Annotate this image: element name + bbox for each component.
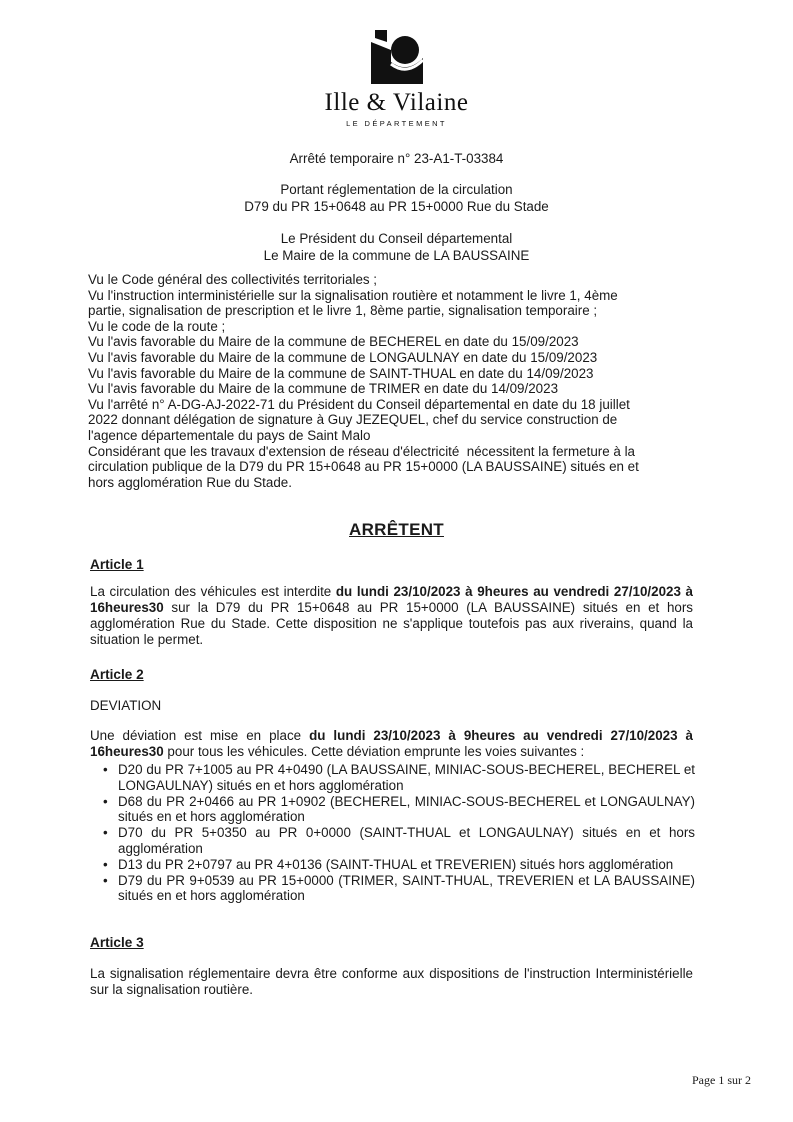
route-text: D70 du PR 5+0350 au PR 0+0000 (SAINT-THUAL et LONGAULNAY) situés en et hors agglomération bbox=[118, 825, 695, 856]
article-1-text bbox=[90, 584, 693, 648]
list-item bbox=[100, 873, 695, 905]
list-item bbox=[100, 857, 695, 873]
visa-line: Vu l'avis favorable du Maire de la commune de LONGAULNAY en date du 15/09/2023 bbox=[88, 349, 598, 365]
article-2-title: Article 2 bbox=[90, 667, 144, 682]
bullet: • bbox=[103, 762, 108, 777]
department-logo bbox=[0, 28, 793, 128]
deviation-route-list bbox=[100, 762, 695, 904]
bullet: • bbox=[103, 856, 108, 872]
visa-line: l'agence départementale du pays de Saint Malo bbox=[88, 427, 371, 443]
bullet: • bbox=[103, 872, 108, 888]
visa-line: Considérant que les travaux d'extension de réseau d'électricité nécessitent la fermeture à la bbox=[88, 443, 635, 459]
visa-line: Vu l'arrêté n° A-DG-AJ-2022-71 du Président du Conseil départemental en date du 18 juillet bbox=[88, 396, 630, 412]
article-2-text bbox=[90, 728, 693, 760]
article-2-text-a: Une déviation est mise en place bbox=[90, 728, 310, 743]
authority-mayor: Le Maire de la commune de LA BAUSSAINE bbox=[263, 248, 530, 263]
article-1-text-a: La circulation des véhicules est interdite bbox=[90, 584, 336, 599]
bullet: • bbox=[103, 793, 108, 809]
department-subtitle: LE DÉPARTEMENT bbox=[346, 119, 447, 128]
visas-block bbox=[88, 272, 698, 490]
visa-line: Vu l'avis favorable du Maire de la commune de BECHEREL en date du 15/09/2023 bbox=[88, 334, 579, 350]
visa-line: circulation publique de la D79 du PR 15+0648 au PR 15+0000 (LA BAUSSAINE) situés en et bbox=[88, 459, 639, 475]
subject-line-2: D79 du PR 15+0648 au PR 15+0000 Rue du Stade bbox=[244, 199, 549, 214]
visa-line: Vu l'avis favorable du Maire de la commune de SAINT-THUAL en date du 14/09/2023 bbox=[88, 365, 594, 381]
visa-line: 2022 donnant délégation de signature à Guy JEZEQUEL, chef du service construction de bbox=[88, 412, 618, 428]
arrete-number: Arrêté temporaire n° 23-A1-T-03384 bbox=[289, 151, 504, 166]
visa-line: Vu l'avis favorable du Maire de la commune de TRIMER en date du 14/09/2023 bbox=[88, 381, 559, 397]
visa-line: hors agglomération Rue du Stade. bbox=[88, 474, 292, 490]
article-3-text: La signalisation réglementaire devra être conforme aux dispositions de l'instruction Interministérielle sur la signalisation routière. bbox=[90, 966, 693, 997]
article-1-dates: du lundi 23/10/2023 à 9heures au vendredi 27/10/2023 à 16heures30 bbox=[90, 584, 693, 615]
article-1-text-b: sur la D79 du PR 15+0648 au PR 15+0000 (LA BAUSSAINE) situés en et hors agglomération Rue du Stade. Cette disposition ne s'applique toutefois pas aux riverains, quand la situation le permet. bbox=[90, 600, 693, 647]
article-3-title: Article 3 bbox=[90, 935, 144, 950]
arretent-heading: ARRÊTENT bbox=[349, 520, 444, 539]
article-1-title: Article 1 bbox=[90, 557, 144, 572]
department-name: Ille & Vilaine bbox=[324, 89, 469, 116]
authority-president: Le Président du Conseil départemental bbox=[280, 231, 513, 246]
visa-line: Vu le code de la route ; bbox=[88, 318, 226, 334]
article-2-text-b: pour tous les véhicules. Cette déviation emprunte les voies suivantes : bbox=[163, 744, 585, 759]
arrete-subject bbox=[0, 181, 793, 215]
route-text: D13 du PR 2+0797 au PR 4+0136 (SAINT-THUAL et TREVERIEN) situés hors agglomération bbox=[118, 856, 674, 872]
route-text: D79 du PR 9+0539 au PR 15+0000 (TRIMER, SAINT-THUAL, TREVERIEN et LA BAUSSAINE) situés en et hors agglomération bbox=[118, 872, 695, 904]
visa-line: partie, signalisation de prescription et le livre 1, 8ème partie, signalisation temporaire ; bbox=[88, 303, 598, 319]
route-text: D68 du PR 2+0466 au PR 1+0902 (BECHEREL, MINIAC-SOUS-BECHEREL et LONGAULNAY) situés en et hors agglomération bbox=[118, 793, 695, 825]
deviation-label: DEVIATION bbox=[90, 698, 162, 713]
visa-line: Vu l'instruction interministérielle sur la signalisation routière et notamment le livre 1, 4ème bbox=[88, 287, 618, 303]
list-item bbox=[100, 825, 695, 857]
article-2-dates: du lundi 23/10/2023 à 9heures au vendredi 27/10/2023 à 16heures30 bbox=[90, 728, 693, 759]
bullet: • bbox=[103, 825, 108, 841]
subject-line-1: Portant réglementation de la circulation bbox=[280, 182, 513, 197]
page-number: Page 1 sur 2 bbox=[692, 1073, 751, 1087]
list-item bbox=[100, 794, 695, 826]
ille-et-vilaine-emblem-icon bbox=[367, 28, 427, 88]
route-text: D20 du PR 7+1005 au PR 4+0490 (LA BAUSSAINE, MINIAC-SOUS-BECHEREL, BECHEREL et LONGAULNAY) situés en et hors agglomération bbox=[118, 762, 695, 793]
visa-line: Vu le Code général des collectivités territoriales ; bbox=[88, 272, 378, 287]
list-item bbox=[100, 762, 695, 794]
authorities bbox=[0, 230, 793, 264]
